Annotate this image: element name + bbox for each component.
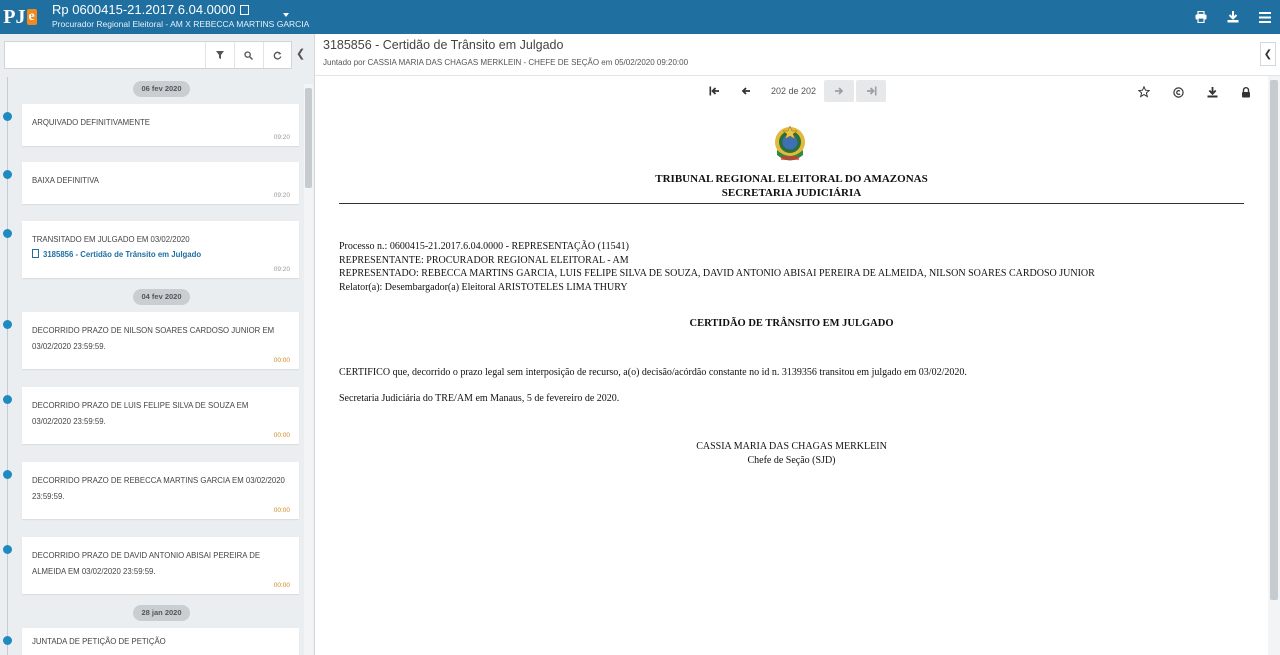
document-page — [339, 112, 1244, 655]
list-item[interactable] — [22, 221, 299, 278]
copy-icon[interactable] — [240, 5, 249, 15]
event-time: 09:20 — [273, 134, 290, 141]
timeline-dot — [3, 170, 12, 179]
chevron-down-icon[interactable] — [283, 13, 289, 17]
certificate-title: CERTIDÃO DE TRÂNSITO EM JULGADO — [689, 318, 894, 329]
download-icon[interactable] — [1202, 84, 1222, 100]
event-time: 00:00 — [273, 357, 290, 364]
event-text: DECORRIDO PRAZO DE NILSON SOARES CARDOSO JUNIOR EM 03/02/2020 23:59:59. — [32, 326, 275, 351]
event-text: BAIXA DEFINITIVA — [32, 176, 100, 185]
copyright-icon[interactable] — [1168, 84, 1188, 100]
document-icon — [32, 249, 39, 258]
download-icon[interactable] — [1224, 8, 1242, 26]
star-icon[interactable] — [1134, 84, 1154, 100]
list-item[interactable] — [22, 104, 299, 146]
event-time: 09:20 — [273, 192, 290, 199]
collapse-left-icon[interactable]: ❮ — [296, 48, 306, 60]
scrollbar-thumb[interactable] — [1270, 80, 1278, 600]
meta-relator: Relator(a): Desembargador(a) Eleitoral ARISTOTELES LIMA THURY — [339, 281, 628, 293]
signer-role: Chefe de Seção (SJD) — [747, 454, 836, 466]
coat-of-arms-icon — [771, 122, 809, 166]
document-link-label: 3185856 - Certidão de Trânsito em Julgado — [43, 250, 202, 259]
scrollbar-thumb[interactable] — [305, 88, 312, 188]
timeline-dot — [3, 636, 12, 645]
previous-page-button[interactable] — [731, 80, 761, 102]
document-tools — [1134, 84, 1256, 100]
event-text: DECORRIDO PRAZO DE REBECCA MARTINS GARCIA EM 03/02/2020 23:59:59. — [32, 476, 285, 501]
document-panel — [315, 34, 1280, 655]
event-text: DECORRIDO PRAZO DE DAVID ANTONIO ABISAI PEREIRA DE ALMEIDA EM 03/02/2020 23:59:59. — [32, 551, 261, 576]
meta-process: Processo n.: 0600415-21.2017.6.04.0000 - REPRESENTAÇÃO (11541) — [339, 241, 629, 252]
event-text: DECORRIDO PRAZO DE LUIS FELIPE SILVA DE SOUZA EM 03/02/2020 23:59:59. — [32, 401, 249, 426]
date-badge: 28 jan 2020 — [133, 605, 190, 621]
event-text: ARQUIVADO DEFINITIVAMENTE — [32, 118, 150, 127]
menu-icon[interactable] — [1256, 8, 1274, 26]
timeline-dot — [3, 395, 12, 404]
event-text: JUNTADA DE PETIÇÃO DE PETIÇÃO — [32, 637, 166, 646]
date-badge: 06 fev 2020 — [133, 81, 190, 97]
timeline-dot — [3, 320, 12, 329]
collapse-right-icon[interactable]: ❮ — [1260, 42, 1276, 66]
search-icon[interactable] — [234, 42, 262, 68]
events-panel — [0, 34, 315, 655]
page-counter: 202 de 202 — [771, 86, 817, 96]
court-heading — [339, 172, 1244, 200]
certificate-body: CERTIFICO que, decorrido o prazo legal sem interposição de recurso, a(o) decisão/acórdão constante no id n. 3139356 transitou em julgado em 03/02/2020. — [339, 367, 967, 378]
divider — [339, 203, 1244, 204]
document-scrollbar[interactable] — [1268, 76, 1280, 655]
timeline-dot — [3, 112, 12, 121]
document-title: 3185856 - Certidão de Trânsito em Julgado — [323, 38, 564, 52]
document-pager — [699, 80, 888, 102]
last-page-button[interactable] — [856, 80, 886, 102]
document-header — [315, 34, 1280, 76]
list-item[interactable] — [22, 462, 299, 519]
pje-logo[interactable]: PJ e — [3, 5, 35, 28]
print-icon[interactable] — [1192, 8, 1210, 26]
process-metadata — [339, 240, 1244, 294]
court-department: SECRETARIA JUDICIÁRIA — [721, 187, 862, 199]
signature-block — [339, 440, 1244, 467]
timeline-dot — [3, 545, 12, 554]
timeline-dot — [3, 229, 12, 238]
list-item[interactable] — [22, 628, 299, 655]
court-name: TRIBUNAL REGIONAL ELEITORAL DO AMAZONAS — [655, 173, 928, 185]
meta-representante: REPRESENTANTE: PROCURADOR REGIONAL ELEITORAL - AM — [339, 254, 629, 266]
search-input[interactable] — [5, 42, 205, 68]
certificate-place-date: Secretaria Judiciária do TRE/AM em Manaus, 5 de fevereiro de 2020. — [339, 393, 620, 404]
event-time: 00:00 — [273, 507, 290, 514]
date-badge: 04 fev 2020 — [133, 289, 190, 305]
timeline — [0, 77, 304, 655]
event-text: TRANSITADO EM JULGADO EM 03/02/2020 — [32, 235, 190, 244]
document-link[interactable] — [32, 249, 201, 259]
process-parties: Procurador Regional Eleitoral - AM X REBECCA MARTINS GARCIA — [52, 19, 310, 29]
lock-icon[interactable] — [1236, 84, 1256, 100]
signer-name: CASSIA MARIA DAS CHAGAS MERKLEIN — [696, 441, 887, 452]
list-item[interactable] — [22, 537, 299, 594]
timeline-line — [7, 77, 8, 655]
next-page-button[interactable] — [824, 80, 854, 102]
search-bar — [4, 41, 292, 69]
document-subtitle: Juntado por CASSIA MARIA DAS CHAGAS MERKLEIN - CHEFE DE SEÇÃO em 05/02/2020 09:20:00 — [323, 58, 689, 67]
meta-representado: REPRESENTADO: REBECCA MARTINS GARCIA, LUIS FELIPE SILVA DE SOUZA, DAVID ANTONIO ABISAI PEREIRA DE ALMEIDA, NILSON SOARES CARDOSO JUNIOR — [339, 268, 1095, 279]
event-time: 00:00 — [273, 432, 290, 439]
process-number: Rp 0600415-21.2017.6.04.0000 — [52, 2, 236, 17]
process-title[interactable] — [52, 2, 249, 17]
filter-icon[interactable] — [205, 42, 233, 68]
event-time: 00:00 — [273, 582, 290, 589]
event-time: 09:20 — [273, 266, 290, 273]
top-bar — [0, 0, 1280, 34]
left-scrollbar[interactable] — [304, 84, 313, 655]
list-item[interactable] — [22, 387, 299, 444]
refresh-icon[interactable] — [263, 42, 291, 68]
list-item[interactable] — [22, 312, 299, 369]
list-item[interactable] — [22, 162, 299, 204]
timeline-dot — [3, 470, 12, 479]
first-page-button[interactable] — [699, 80, 729, 102]
